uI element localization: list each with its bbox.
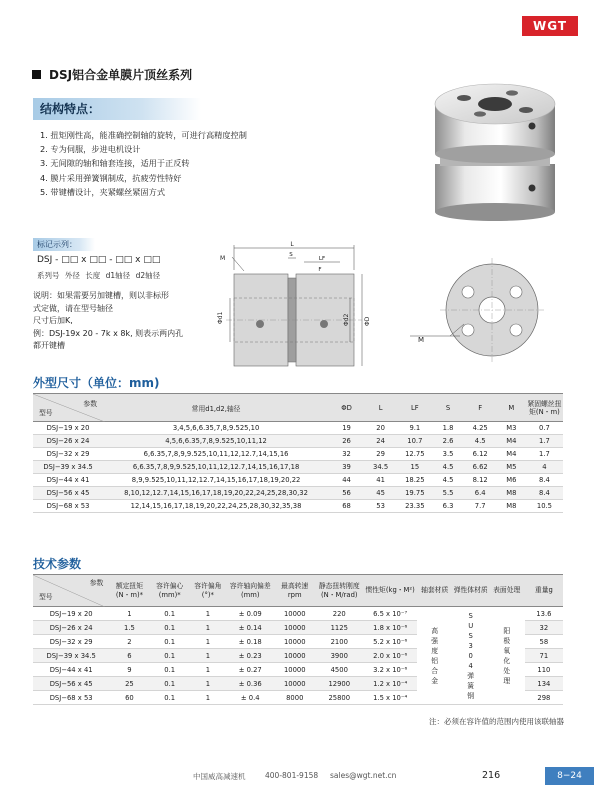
table-cell: 8,10,12,12.7,14,15,16,17,18,19,20,22,24,25,28,30,32	[103, 487, 329, 500]
table-cell: 4500	[315, 663, 364, 677]
title-bullet	[32, 70, 41, 79]
table-cell: 3900	[315, 649, 364, 663]
table-cell: 68	[329, 500, 364, 513]
table-cell: 20	[364, 422, 397, 435]
header-param: 参数	[83, 400, 98, 408]
table-cell: 10000	[275, 649, 315, 663]
table-cell: 53	[364, 500, 397, 513]
table-cell: DSJ−26 x 24	[33, 435, 103, 448]
table-cell: 298	[525, 691, 563, 705]
table-cell: 44	[329, 474, 364, 487]
usage-note: 注：必须在容许值的范围内使用该联轴器	[429, 717, 564, 726]
table-cell: 1.2 x 10⁻⁴	[364, 677, 417, 691]
feature-item: 2. 专为伺服，步进电机设计	[40, 144, 141, 155]
table-cell: 3.2 x 10⁻⁶	[364, 663, 417, 677]
table-cell: 29	[364, 448, 397, 461]
table-cell: 1	[109, 607, 149, 621]
table-cell: 1.7	[526, 448, 563, 461]
table-cell: DSJ−39 x 34.5	[33, 649, 109, 663]
table-cell: 1.8	[432, 422, 463, 435]
table-cell: 0.1	[150, 635, 190, 649]
dim-label-d2: Φd2	[343, 313, 350, 326]
table-cell: DSJ−19 x 20	[33, 607, 109, 621]
table-cell: 45	[364, 487, 397, 500]
column-header: L	[364, 394, 397, 422]
feature-item: 1. 扭矩刚性高，能准确控制轴的旋转，可进行高精度控制	[40, 130, 247, 140]
table-cell: ± 0.4	[226, 691, 275, 705]
table-cell: DSJ−44 x 41	[33, 663, 109, 677]
coupling-product-image	[420, 64, 570, 224]
desc-line: 例：DSJ-19x 20 - 7k x 8k, 则表示两内孔	[33, 328, 184, 338]
technical-heading: 技术参数	[33, 557, 82, 571]
table-cell: ± 0.18	[226, 635, 275, 649]
table-cell: 1	[190, 677, 226, 691]
table-cell: M4	[497, 435, 526, 448]
table-cell: 7.7	[464, 500, 497, 513]
dimensions-table-body	[33, 422, 563, 513]
table-cell: 56	[329, 487, 364, 500]
table-cell: 1	[190, 649, 226, 663]
table-cell: 2	[109, 635, 149, 649]
header-param-model	[33, 394, 103, 422]
footer-email: sales@wgt.net.cn	[330, 771, 397, 780]
table-cell: 5.2 x 10⁻⁶	[364, 635, 417, 649]
feature-item: 4. 膜片采用弹簧钢制成，抗疲劳性特好	[40, 172, 182, 183]
side-view-drawing	[400, 254, 550, 374]
column-header: 紧固螺丝扭矩(N・m)	[526, 394, 563, 422]
table-cell: 6.5 x 10⁻⁷	[364, 607, 417, 621]
dimensions-heading: 外型尺寸（单位：mm)	[33, 376, 160, 390]
table-cell: 0.1	[150, 691, 190, 705]
table-cell: 2.6	[432, 435, 463, 448]
table-cell: 0.1	[150, 621, 190, 635]
elastic-material-cell	[453, 607, 489, 705]
table-cell: 19	[329, 422, 364, 435]
column-header: M	[497, 394, 526, 422]
table-cell: DSJ−56 x 45	[33, 677, 109, 691]
table-cell: 6.3	[432, 500, 463, 513]
table-cell: 10000	[275, 677, 315, 691]
table-cell: M8	[497, 500, 526, 513]
feature-item: 3. 无间隙的轴和轴套连接，适用于正反转	[40, 158, 190, 169]
table-cell: 12,14,15,16,17,18,19,20,22,24,25,28,30,32,35,38	[103, 500, 329, 513]
table-cell: ± 0.09	[226, 607, 275, 621]
dimensions-header-row	[33, 394, 563, 422]
column-header: LF	[397, 394, 432, 422]
model-code-legend: 系列号 外径 长度 d1轴径 d2轴径	[37, 271, 161, 280]
table-cell: ± 0.23	[226, 649, 275, 663]
dim-label-S: S	[289, 252, 293, 258]
table-cell: 3.5	[432, 448, 463, 461]
column-header: 轴套材质	[417, 575, 453, 607]
table-cell: 4.5	[432, 474, 463, 487]
table-cell: 39	[329, 461, 364, 474]
dim-label-d1: Φd1	[217, 311, 224, 324]
table-cell: 5.5	[432, 487, 463, 500]
table-cell: 10.7	[397, 435, 432, 448]
page-number: 216	[482, 770, 501, 781]
column-header: 静态扭转刚度(N・M/rad)	[315, 575, 364, 607]
table-cell: 1.5 x 10⁻⁴	[364, 691, 417, 705]
table-cell: 60	[109, 691, 149, 705]
technical-table	[33, 574, 563, 705]
table-cell: 8000	[275, 691, 315, 705]
table-cell: DSJ−44 x 41	[33, 474, 103, 487]
table-cell: 34.5	[364, 461, 397, 474]
table-cell: 19.75	[397, 487, 432, 500]
table-cell: DSJ−56 x 45	[33, 487, 103, 500]
table-cell: 9	[109, 663, 149, 677]
table-cell: 110	[525, 663, 563, 677]
column-header: 惯性矩(kg・M²)	[364, 575, 417, 607]
table-cell: M8	[497, 487, 526, 500]
table-cell: 1	[190, 635, 226, 649]
table-cell: 4	[526, 461, 563, 474]
table-cell: 8,9,9.525,10,11,12,12.7,14,15,16,17,18,19,20,22	[103, 474, 329, 487]
table-cell: M3	[497, 422, 526, 435]
table-cell: 1	[190, 607, 226, 621]
column-header: F	[464, 394, 497, 422]
desc-line: 都开键槽	[33, 341, 65, 350]
header-model: 型号	[39, 409, 53, 417]
column-header: 最高转速rpm	[275, 575, 315, 607]
table-cell: 6	[109, 649, 149, 663]
table-cell: 58	[525, 635, 563, 649]
footer-phone: 400-801-9158	[265, 771, 319, 780]
table-cell: 10000	[275, 635, 315, 649]
brand-logo: WGT	[522, 16, 578, 36]
table-cell: 2.0 x 10⁻⁶	[364, 649, 417, 663]
table-cell: 4.25	[464, 422, 497, 435]
column-header: S	[432, 394, 463, 422]
table-cell: 0.1	[150, 677, 190, 691]
header-model: 型号	[39, 593, 53, 601]
side-label-M: M	[418, 336, 425, 344]
table-cell: 41	[364, 474, 397, 487]
table-cell: 32	[329, 448, 364, 461]
technical-header-row	[33, 575, 563, 607]
header-param: 参数	[89, 579, 104, 587]
table-cell: 1	[190, 621, 226, 635]
page-title: DSJ铝合金单膜片顶丝系列	[49, 68, 193, 82]
surface-treatment: 阳极氧化处理	[503, 626, 511, 685]
marking-description	[33, 290, 213, 353]
table-cell: 2100	[315, 635, 364, 649]
table-cell: 25800	[315, 691, 364, 705]
table-cell: 220	[315, 607, 364, 621]
table-cell: 10.5	[526, 500, 563, 513]
table-cell: ± 0.14	[226, 621, 275, 635]
table-cell: 0.1	[150, 663, 190, 677]
table-cell: 8.4	[526, 487, 563, 500]
table-cell: DSJ−39 x 34.5	[33, 461, 103, 474]
table-row	[33, 474, 563, 487]
table-cell: 6.62	[464, 461, 497, 474]
front-view-drawing	[212, 240, 372, 375]
table-cell: 4.5	[432, 461, 463, 474]
features-list	[40, 128, 247, 199]
table-cell: ± 0.27	[226, 663, 275, 677]
table-cell: 23.35	[397, 500, 432, 513]
technical-table-body	[33, 607, 563, 705]
table-cell: DSJ−68 x 53	[33, 691, 109, 705]
column-header: 常用d1,d2,轴径	[103, 394, 329, 422]
footer-company: 中国威高减速机	[193, 772, 246, 781]
table-cell: 10000	[275, 607, 315, 621]
dim-label-F: F	[318, 267, 322, 273]
desc-line: 说明：如果需要另加键槽，则以非标形	[33, 291, 169, 300]
feature-item: 5. 带键槽设计，夹紧螺丝紧固方式	[40, 186, 166, 197]
table-cell: 12.75	[397, 448, 432, 461]
dim-label-D: ΦD	[364, 316, 371, 326]
table-cell: 6.12	[464, 448, 497, 461]
table-row	[33, 448, 563, 461]
table-cell: 0.7	[526, 422, 563, 435]
table-cell: DSJ−32 x 29	[33, 635, 109, 649]
table-cell: M4	[497, 448, 526, 461]
column-header: 容许轴向偏差(mm)	[226, 575, 275, 607]
features-heading: 结构特点：	[40, 102, 101, 116]
table-cell: 1.7	[526, 435, 563, 448]
dim-label-L: L	[290, 241, 294, 248]
table-cell: 1.8 x 10⁻⁶	[364, 621, 417, 635]
table-cell: 4,5,6,6.35,7,8,9.525,10,11,12	[103, 435, 329, 448]
table-cell: 26	[329, 435, 364, 448]
column-header: 重量g	[525, 575, 563, 607]
table-cell: ± 0.36	[226, 677, 275, 691]
table-cell: 9.1	[397, 422, 432, 435]
table-cell: 0.1	[150, 649, 190, 663]
table-row	[33, 500, 563, 513]
column-header: 容许偏心(mm)*	[150, 575, 190, 607]
column-header: 弹性体材质	[453, 575, 489, 607]
surface-treatment-cell	[489, 607, 525, 705]
table-row	[33, 487, 563, 500]
table-cell: 10000	[275, 663, 315, 677]
table-cell: 3,4,5,6,6.35,7,8,9.525,10	[103, 422, 329, 435]
section-number-badge: 8−24	[545, 767, 594, 785]
table-cell: 32	[525, 621, 563, 635]
table-cell: 25	[109, 677, 149, 691]
dim-label-LF: LF	[318, 256, 326, 262]
elastic-material: SUS304弹簧钢	[467, 611, 475, 700]
table-cell: DSJ−19 x 20	[33, 422, 103, 435]
table-cell: 1125	[315, 621, 364, 635]
table-cell: 24	[364, 435, 397, 448]
table-cell: 1	[190, 691, 226, 705]
table-cell: 8.4	[526, 474, 563, 487]
table-row	[33, 422, 563, 435]
table-cell: 4.5	[464, 435, 497, 448]
table-cell: DSJ−32 x 29	[33, 448, 103, 461]
page-title-block	[32, 66, 192, 83]
table-cell: 8.12	[464, 474, 497, 487]
table-row	[33, 461, 563, 474]
table-row	[33, 607, 563, 621]
table-cell: 10000	[275, 621, 315, 635]
table-cell: 1.5	[109, 621, 149, 635]
table-cell: 13.6	[525, 607, 563, 621]
table-row	[33, 435, 563, 448]
table-cell: 1	[190, 663, 226, 677]
table-cell: 6,6.35,7,8,9,9.525,10,11,12,12.7,14,15,16,17,18	[103, 461, 329, 474]
table-cell: M6	[497, 474, 526, 487]
column-header: 表面处理	[489, 575, 525, 607]
table-cell: 6,6.35,7,8,9,9.525,10,11,12,12.7,14,15,16	[103, 448, 329, 461]
desc-line: 尺寸后加K,	[33, 316, 73, 325]
table-cell: 12900	[315, 677, 364, 691]
column-header: 容许偏角(°)*	[190, 575, 226, 607]
desc-line: 式定做，请在型号轴径	[33, 303, 113, 313]
sleeve-material-cell	[417, 607, 453, 705]
header-param-model	[33, 575, 109, 607]
table-cell: 0.1	[150, 607, 190, 621]
sleeve-material: 高强度铝合金	[431, 626, 439, 685]
dimensions-table	[33, 393, 563, 513]
marking-heading: 标记示列：	[37, 240, 77, 249]
model-code-format: DSJ - □□ x □□ - □□ x □□	[37, 255, 161, 265]
dim-label-M: M	[220, 255, 226, 262]
table-cell: 15	[397, 461, 432, 474]
column-header: ΦD	[329, 394, 364, 422]
column-header: 额定扭矩(N・m)*	[109, 575, 149, 607]
table-cell: 71	[525, 649, 563, 663]
table-cell: 6.4	[464, 487, 497, 500]
table-cell: 18.25	[397, 474, 432, 487]
table-cell: DSJ−68 x 53	[33, 500, 103, 513]
table-cell: M5	[497, 461, 526, 474]
table-cell: 134	[525, 677, 563, 691]
table-cell: DSJ−26 x 24	[33, 621, 109, 635]
